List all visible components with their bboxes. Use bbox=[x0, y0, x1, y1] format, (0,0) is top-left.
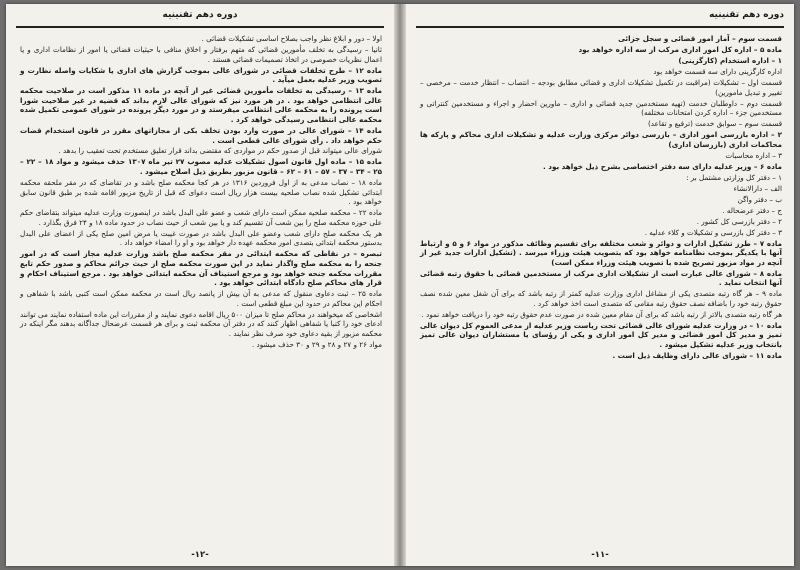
paragraph: ثانیا – رسیدگی به تخلف مأمورین قضائی که متهم برفتار و اخلاق منافی با حیثیات قضائی یا امور از نظامات اداری و یا اعمال نظریات خصوصی در اتخاذ تصمیمات قضائی هستند . bbox=[20, 44, 382, 64]
paragraph: اشخاصی که میخواهند در محاکم صلح تا میزان ۵۰۰ ریال اقامه دعوی نمایند و از مقررات این ماده استفاده نمایند می توانند ادعای خود را کتبا یا شفاهی اظهار کنند که در دفتر آن محکمه ثبت و برای هر قسمت عرضحال جداگانه بدهند مگر اینکه در محکمه مزبور از بقیه دعاوی خود صرف نظر نمایند . bbox=[20, 309, 382, 338]
paragraph: ۳ – اداره محاسبات bbox=[725, 150, 782, 160]
paragraph: ماده ۱۱ – شورای عالی دارای وظایف ذیل است . bbox=[612, 351, 782, 361]
paragraph: ۲ – اداره بازرسی امور اداری – بازرسی دوائر مرکزی وزارت عدلیه و تشکیلات اداری محاکم و پارکه ها محاکمات اداری (بازرسان اداری) bbox=[420, 130, 782, 149]
page-number: -۱۱- bbox=[591, 550, 609, 560]
paragraph: اولا – دور و ابلاغ نظر واجب بصلاح اساسی تشکیلات قضائی . bbox=[201, 34, 382, 43]
paragraph: ماده ۹ – هر گاه رتبه متصدی یکی از مشاغل اداری وزارت عدلیه کمتر از رتبه باشد که برای آن شغل معین شده نصف حقوق رتبه خود را باضافه نصف حقوق رتبه مقامی که متصدی است اخذ خواهد کرد . bbox=[420, 289, 782, 308]
paragraph: ماده ۶ – وزیر عدلیه دارای سه دفتر اختصاصی بشرح ذیل خواهد بود . bbox=[543, 161, 782, 171]
page-number: -۱۲- bbox=[191, 550, 209, 560]
paragraph: ماده ۱۰ – در وزارت عدلیه شورای عالی قضائی تحت ریاست وزیر عدلیه از مدعی العموم کل دیوان عالی تمیز و مدیر کل امور قضائی و مدیر کل امور اداری و یکی از رؤسای یا مستشاران دیوان عالی تمیز بانتخاب وزیر عدلیه تشکیل میشود . bbox=[419, 320, 782, 350]
page-body-text bbox=[420, 34, 782, 542]
page-body-text bbox=[20, 34, 382, 542]
paragraph: ماده ۵ – اداره کل امور اداری مرکب از سه اداره خواهد بود bbox=[578, 44, 782, 54]
paragraph: ماده ۱۸ – نصاب مدعی به از اول فروردین ۱۳۱۶ در هر کجا محکمه صلح باشد و در تقاضای که در مقر ملحقه محکمه ابتدائی تشکیل شده نصاب صلحیه بیست هزار ریال است دعوای که قبل از تاریخ مزبور اقامه شده بر طبق قانون سابق خواهد بود . bbox=[20, 178, 382, 207]
paragraph: قسمت سوم – سوابق خدمت (ترفیع و تقاعد) bbox=[647, 119, 782, 129]
left-page bbox=[6, 4, 394, 566]
paragraph: ۲ – دفتر بازرسی کل کشور . bbox=[696, 216, 782, 226]
paragraph: قسمت اول – تشکیلات (مراقبت در تکمیل تشکیلات اداری و قضائی مطابق بودجه – انتصاب – انتظار خدمت – مرخصی – تغییر و تبدیل مامورین) bbox=[420, 77, 782, 97]
paragraph: تبصره – در نقاطی که محکمه ابتدائی در مقر محکمه صلح باشد وزارت عدلیه مجاز است که در امور جنحه را به محکمه صلح واگذار نماید در این صورت محکمه صلح از حیث جرائم محاکم و صدور حکم تابع مقررات محکمه جنحه خواهد بود و مرجع استیناف آن محکمه ابتدائی خواهد بود . مرجع استیناف احکام و قرار های محاکم صلح دادگاه ابتدائی خواهد بود . bbox=[20, 249, 382, 288]
paragraph: ماده ۱۳ – رسیدگی به تخلفات مأمورین قضائی غیر از آنچه در ماده ۱۱ مذکور است در صلاحیت محکمه عالی انتظامی خواهد بود . در هر مورد نیز که شورای عالی لازم بداند که قضیه در غیر صلاحیت شورا است پرونده را به محکمه عالی انتظامی میفرستد و در مورد دیگر پرونده در شورای عمومی تکمیل شده محکمه عالی انتظامی رسیدگی خواهد کرد . bbox=[20, 86, 382, 124]
paragraph: مواد ۲۶ و ۲۷ و ۲۸ و ۲۹ و ۳۰ حذف میشود . bbox=[251, 339, 382, 349]
paragraph: ماده ۷ – طرز تشکیل ادارات و دوائر و شعب مختلفه برای تقسیم وظائف مذکور در مواد ۶ و ۵ و ارتباط آنها با یکدیگر بموجب نظامنامه خواهد بود که بتصویب هیئت وزراء میرسد . (تشکیل ادارات جدید غیر از آنچه در مواد مزبور تصریح شده با تصویب هیئت وزراء ممکن است) bbox=[420, 238, 782, 267]
paragraph: شورای عالی میتواند قبل از صدور حکم در مواردی که مقتضی بداند قرار تعلیق مستخدم تحت تعقیب را بدهد . bbox=[58, 146, 382, 156]
running-header: دوره دهم تقنینیه bbox=[162, 10, 238, 20]
header-rule bbox=[16, 26, 384, 28]
paragraph: ماده ۱۴ – شورای عالی در صورت وارد بودن تخلف بکی از مجازاتهای مقرر در قانون استخدام قضات حکم خواهد داد . رأی شورای عالی قطعی است . bbox=[20, 125, 382, 145]
paragraph: ۳ – دفتر کل بازرسی و تشکیلات و کلاء عدلیه . bbox=[644, 227, 782, 237]
paragraph: ب – دفتر واگن bbox=[737, 194, 782, 204]
right-page bbox=[406, 4, 794, 566]
paragraph: هر یک محکمه صلح دارای شعب وعضو علی البدل باشد در صورت غیبت یا مرض امین صلح یکی از اعضای علی البدل بدستور محکمه ابتدائی بتصدی امور محکمه عهده دار خواهد بود و او را امضاء خواهد داد . bbox=[20, 228, 382, 248]
header-rule bbox=[416, 26, 784, 28]
paragraph: ماده ۸ – شورای عالی عبارت است از تشکیلات اداری مرکب از مستخدمین قضائی با حقوق رتبه قضائی آنها انتخاب نماید . bbox=[420, 268, 782, 288]
book-spread bbox=[6, 4, 794, 566]
paragraph: ماده ۱۵ – ماده اول قانون اصول تشکیلات عدلیه مصوب ۲۷ تیر ماه ۱۳۰۷ حذف میشود و مواد ۱۸ – ۲۲ – ۲۵ – ۳۴ – ۳۷ – ۵۷ – ۶۱ – ۶۲ – قانون مزبور بطریق ذیل اصلاح میشود . bbox=[20, 157, 382, 177]
paragraph: ماده ۲۲ – محکمه صلحیه ممکن است دارای شعب و عضو علی البدل باشد در اینصورت وزارت عدلیه میتواند بتقاضای حکم علی حوزه محکمه صلح را بین شعب آن تقسیم کند و یا بین شعب از حیث نصاب در حدود ماده ۱۸ و ۲۴ فرق بگذارد . bbox=[20, 208, 382, 227]
paragraph: ۱ – اداره استخدام (کارگزینی) bbox=[678, 55, 782, 65]
paragraph: ماده ۲۵ – ثبت دعاوی منقول که مدعی به آن بیش از پانصد ریال است در محکمه ممکن است کتبی باشد با شفاهی و احکام این محاکم در حدود این مبلغ قطعی است . bbox=[20, 289, 383, 308]
paragraph: ۱ – دفتر کل وزارتی مشتمل بر : bbox=[686, 172, 782, 182]
paragraph: قسمت دوم – داوطلبان خدمت (تهیه مستخدمین جدید قضائی و اداری – ماورین احضار و اجراء و مستخدمین کنتراتی و مستخدمین جزء – اداره کردن امتحانات مختلفه) bbox=[420, 98, 782, 118]
paragraph: ماده ۱۲ – طرح تخلفات قضائی در شورای عالی بموجب گزارش های اداری یا شکایات واصله نظارت و تصویب وزیر عدلیه بعمل میآید . bbox=[20, 65, 382, 85]
paragraph: ج – دفتر عرضحاله . bbox=[722, 205, 782, 215]
paragraph: قسمت سوم – آمار امور قضائی و سجل جزائی bbox=[618, 34, 782, 43]
running-header: دوره دهم تقنینیه bbox=[709, 10, 784, 20]
paragraph: اداره کارگزینی دارای سه قسمت خواهد بود bbox=[653, 66, 782, 76]
paragraph: هر گاه رتبه متصدی بالاتر از رتبه باشد که برای آن مقام معین شده در صورت عدم حقوق رتبه خود را دریافت خواهد نمود . bbox=[421, 309, 782, 319]
book-gutter bbox=[394, 4, 406, 566]
paragraph: الف – دارالانشاء bbox=[733, 183, 782, 193]
